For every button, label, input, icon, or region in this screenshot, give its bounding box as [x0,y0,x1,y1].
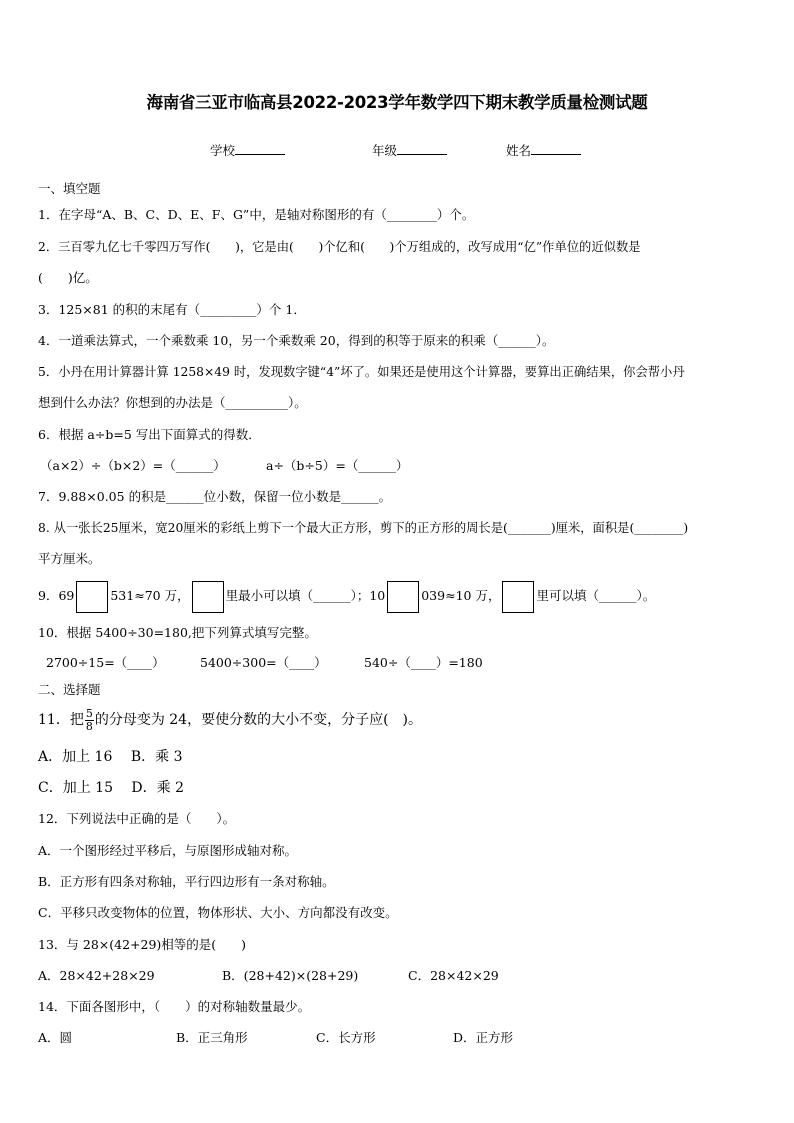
school-field [210,142,285,159]
question-13: 13．与 28×(42+29)相等的是( ) [38,937,247,952]
question-2-line-2: ( )亿。 [38,270,98,285]
question-8-line-1: 8. 从一张长25厘米，宽20厘米的彩纸上剪下一个最大正方形，剪下的正方形的周长是(_______)厘米，面积是(________) [38,521,689,535]
answer-box [387,581,419,613]
exam-title: 海南省三亚市临高县2022-2023学年数学四下期末教学质量检测试题 [146,93,648,112]
fraction-numerator: 5 [85,706,93,720]
question-8-line-2: 平方厘米。 [38,551,101,566]
question-13-option-a: A．28×42+28×29 [38,968,155,983]
question-14-option-c: C．长方形 [316,1030,376,1045]
answer-box [192,581,224,613]
question-2-line-1: 2．三百零九亿七千零四万写作( )，它是由( )个亿和( )个万组成的，改写成用“亿”作单位的近似数是 [38,240,641,254]
question-10-part-b: 5400÷300=（____） [200,655,327,670]
answer-box [76,581,108,613]
question-4: 4．一道乘法算式，一个乘数乘 10，另一个乘数乘 20，得到的积等于原来的积乘（______）。 [38,333,555,348]
question-12-option-b: B．正方形有四条对称轴，平行四边形有一条对称轴。 [38,874,335,889]
question-5-line-1: 5．小丹在用计算器计算 1258×49 时，发现数字键“4”坏了。如果还是使用这个计算器，要算出正确结果，你会帮小丹 [38,365,685,379]
question-11-options-ab: A．加上 16 B．乘 3 [38,749,183,765]
question-14-option-a: A．圆 [38,1030,73,1045]
question-9 [38,580,655,613]
question-11-options-cd: C．加上 15 D．乘 2 [38,780,185,796]
section-fill-blank-heading: 一、填空题 [38,181,101,196]
grade-blank [397,142,447,155]
question-11-prefix: 11．把 [38,712,84,728]
question-10: 10．根据 5400÷30=180,把下列算式填写完整。 [38,625,317,640]
question-10-part-c: 540÷（____）=180 [364,655,483,670]
question-13-option-b: B．(28+42)×(28+29) [222,968,359,983]
school-label: 学校 [210,143,236,158]
question-3: 3．125×81 的积的末尾有（_________）个 1． [38,302,306,317]
question-6: 6．根据 a÷b=5 写出下面算式的得数． [38,427,261,442]
question-6-part-a: （a×2）÷（b×2）=（______） [40,458,226,473]
grade-field [372,142,447,159]
school-blank [235,142,285,155]
question-12-option-a: A．一个图形经过平移后，与原图形成轴对称。 [38,843,298,858]
question-14-option-b: B．正三角形 [176,1030,248,1045]
name-blank [531,142,581,155]
question-10-part-a: 2700÷15=（____） [46,655,165,670]
question-7: 7．9.88×0.05 的积是______位小数，保留一位小数是______。 [38,489,392,504]
grade-label: 年级 [372,143,398,158]
fraction-five-eighths [85,708,94,733]
answer-box [502,581,534,613]
question-6-part-b: a÷（b÷5）=（______） [266,458,409,473]
question-9-part-1: 9．69 [38,588,75,603]
section-choice-heading: 二、选择题 [38,682,101,697]
question-14: 14．下面各图形中，（ ）的对称轴数量最少。 [38,999,311,1014]
question-12: 12．下列说法中正确的是（ ）。 [38,811,236,826]
fraction-denominator: 8 [85,719,93,733]
question-5-line-2: 想到什么办法？你想到的办法是（__________）。 [38,395,307,410]
name-label: 姓名 [506,143,532,158]
question-9-part-2: 531≈70 万， [110,588,190,603]
question-13-option-c: C．28×42×29 [408,968,499,983]
question-14-option-d: D．正方形 [453,1030,514,1045]
question-9-part-4: 039≈10 万， [421,588,501,603]
question-9-part-5: 里可以填（______）。 [536,588,656,603]
question-11 [38,704,422,736]
name-field [506,142,581,159]
question-1: 1．在字母“A、B、C、D、E、F、G”中，是轴对称图形的有（________）个。 [38,207,475,222]
question-12-option-c: C．平移只改变物体的位置，物体形状、大小、方向都没有改变。 [38,905,398,920]
question-9-part-3: 里最小可以填（______）；10 [225,588,386,603]
question-11-suffix: 的分母变为 24，要使分数的大小不变，分子应( )。 [94,712,423,728]
